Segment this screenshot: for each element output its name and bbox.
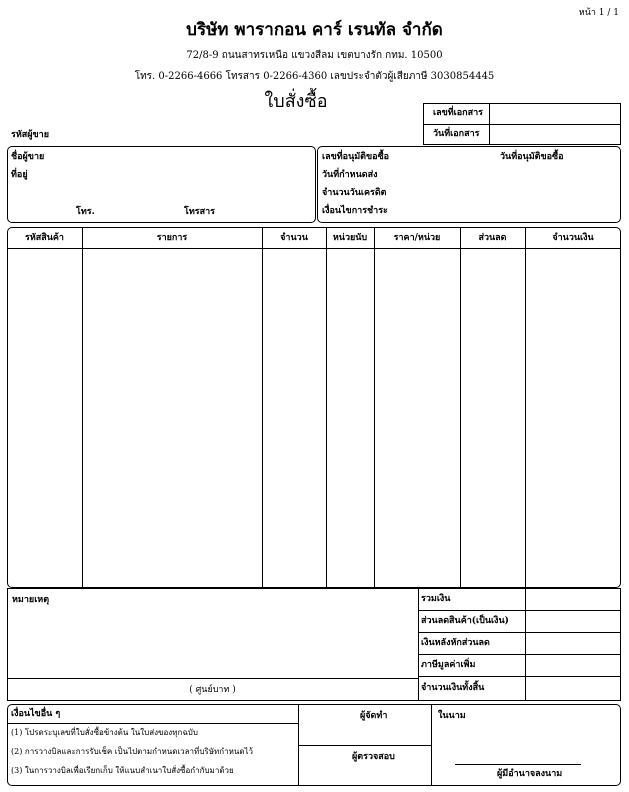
authorized-signer-label: ผู้มีอำนาจลงนาม [497,769,563,779]
on-behalf-label: ในนาม [438,711,466,721]
company-contact: โทร. 0-2266-4666 โทรสาร 0-2266-4360 เลขประจำตัวผู้เสียภาษี 3030854445 [134,71,495,82]
vendor-phone-label: โทร. [76,207,95,217]
col-header-product-code: รหัสสินค้า [25,233,64,243]
payment-terms-label: เงื่อนไขการชำระ [322,206,388,216]
items-table [7,227,621,588]
remarks-label: หมายเหตุ [12,595,50,605]
due-date-label: วันที่กำหนดส่ง [322,170,378,180]
after-discount-label: เงินหลังหักส่วนลด [421,638,490,648]
company-address: 72/8-9 ถนนสาทรเหนือ แขวงสีลม เขตบางรัก กทม. 10500 [186,50,443,61]
col-header-unit: หน่วยนับ [332,233,368,243]
doc-title: ใบสั่งซื้อ [264,91,328,112]
col-header-amount: จำนวนเงิน [552,233,594,243]
page-number: หน้า 1 / 1 [578,8,619,18]
condition-item-1: (1) โปรดระบุเลขที่ใบสั่งซื้อข้างต้น ในใบส่งของทุกฉบับ [11,728,198,737]
checked-by-label: ผู้ตรวจสอบ [352,752,395,762]
summary-box [7,588,621,701]
amount-in-words: ( ศูนย์บาท ) [189,685,236,695]
col-header-unit-price: ราคา/หน่วย [393,233,441,243]
vendor-address-label: ที่อยู่ [11,170,28,180]
credit-days-label: จำนวนวันเครดิต [322,188,387,198]
prepared-by-label: ผู้จัดทำ [360,711,388,721]
doc-date-label: วันที่เอกสาร [433,129,480,139]
conditions-title: เงื่อนไขอื่น ๆ [11,709,61,719]
subtotal-label: รวมเงิน [421,594,451,604]
approval-date-label: วันที่อนุมัติขอซื้อ [500,152,564,162]
vat-label: ภาษีมูลค่าเพิ่ม [421,660,476,670]
col-header-quantity: จำนวน [280,233,308,243]
vendor-box [7,146,316,223]
approval-no-label: เลขที่อนุมัติขอซื้อ [322,152,390,162]
vendor-fax-label: โทรสาร [184,207,215,217]
doc-no-label: เลขที่เอกสาร [433,108,483,118]
col-header-discount: ส่วนลด [478,233,507,243]
col-header-description: รายการ [156,233,188,243]
item-discount-label: ส่วนลดสินค้า(เป็นเงิน) [421,616,509,626]
company-name: บริษัท พารากอน คาร์ เรนทัล จำกัด [186,20,443,40]
vendor-name-label: ชื่อผู้ขาย [11,152,45,162]
condition-item-2: (2) การวางบิลและการรับเช็ค เป็นไปตามกำหนดเวลาที่บริษัทกำหนดไว้ [11,747,254,756]
condition-item-3: (3) ในการวางบิลเพื่อเรียกเก็บ ให้แนบสำเนาใบสั่งซื้อกำกับมาด้วย [11,766,234,775]
vendor-code-label: รหัสผู้ขาย [11,130,50,140]
grand-total-label: จำนวนเงินทั้งสิ้น [421,683,485,693]
